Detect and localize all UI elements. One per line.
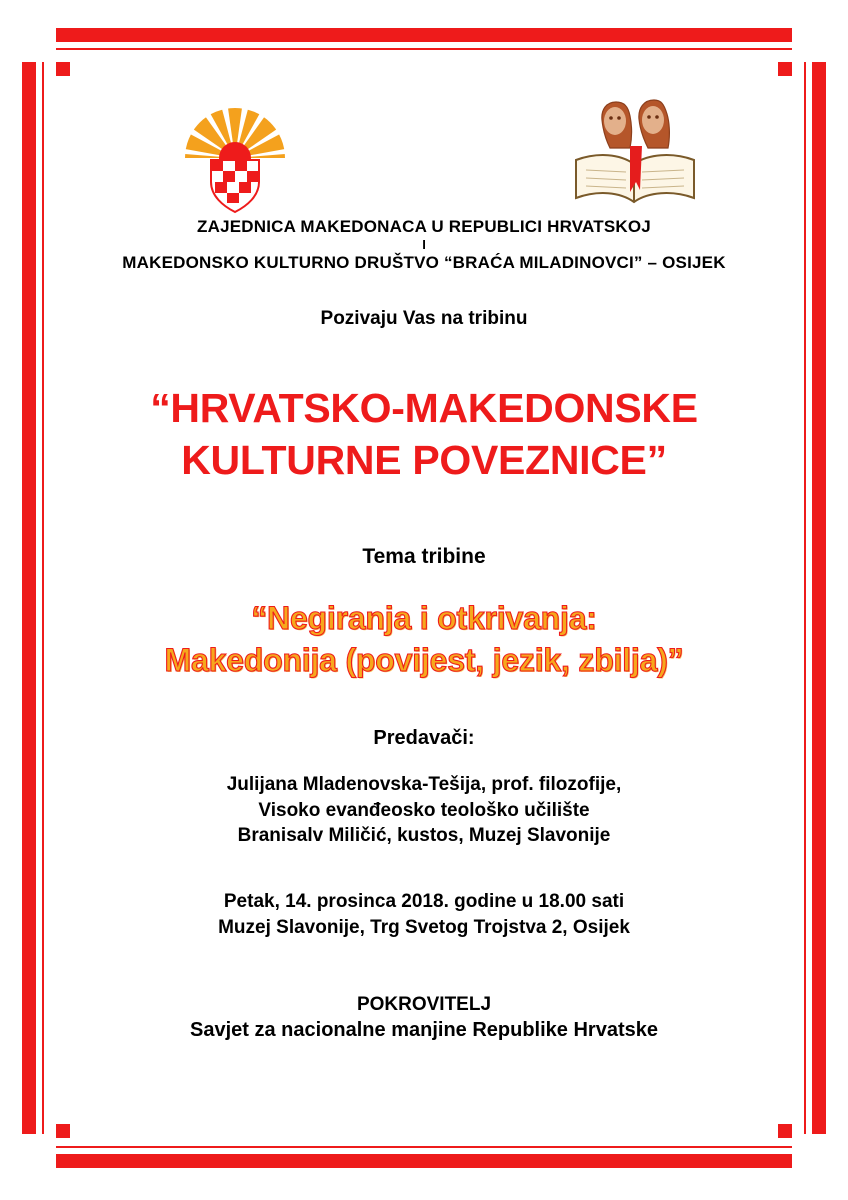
organizer-line-2: MAKEDONSKO KULTURNO DRUŠTVO “BRAĆA MILADINOVCI” – OSIJEK	[122, 253, 726, 273]
event-title	[60, 382, 788, 487]
logo-row	[60, 66, 788, 216]
invitation-text: Pozivaju Vas na tribinu	[320, 307, 528, 329]
organizer-line-1: ZAJEDNICA MAKEDONACA U REPUBLICI HRVATSKOJ	[197, 217, 651, 236]
lecturers-label: Predavači:	[373, 727, 475, 750]
patron-name: Savjet za nacionalne manjine Republike Hrvatske	[190, 1019, 658, 1042]
frame-corner-bottom-right	[792, 1134, 826, 1168]
lecturers-list	[60, 772, 788, 849]
organizer-conjunction: I	[422, 236, 426, 252]
miladinovci-brothers-book-logo	[568, 94, 703, 214]
frame-corner-bottom-left	[22, 1134, 56, 1168]
poster-content	[60, 66, 788, 1130]
theme-title-line-2: Makedonija (povijest, jezik, zbilja)”	[164, 641, 684, 678]
frame-corner-top-right	[792, 28, 826, 62]
theme-title-line-1: “Negiranja i otkrivanja:	[251, 599, 597, 636]
theme-label: Tema tribine	[362, 544, 486, 568]
event-title-line-2: KULTURNE POVEZNICE”	[181, 437, 667, 484]
frame-corner-top-left	[22, 28, 56, 62]
macedonian-sun-logo	[175, 96, 295, 214]
theme-title	[60, 597, 788, 681]
lecturer-line-1: Julijana Mladenovska-Tešija, prof. filozofije,	[226, 774, 622, 796]
event-title-line-1: “HRVATSKO-MAKEDONSKE	[150, 384, 698, 431]
event-datetime-location	[60, 889, 788, 940]
lecturer-line-2: Visoko evanđeosko teološko učilište	[258, 799, 590, 821]
patron-label: POKROVITELJ	[356, 994, 492, 1016]
event-location: Muzej Slavonije, Trg Svetog Trojstva 2, Osijek	[218, 916, 630, 938]
lecturer-line-3: Branisalv Miličić, kustos, Muzej Slavonije	[237, 825, 611, 847]
event-datetime: Petak, 14. prosinca 2018. godine u 18.00 sati	[223, 891, 625, 913]
